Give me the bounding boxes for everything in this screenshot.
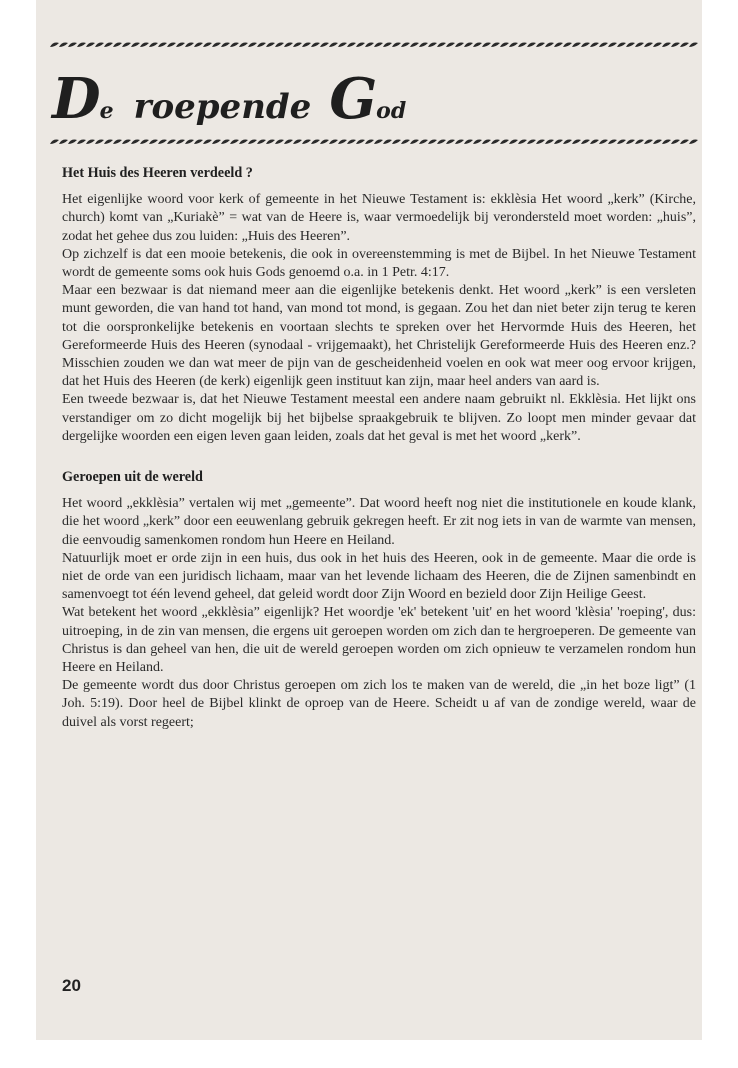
title-word: roepende: [133, 87, 312, 127]
article-body: [62, 164, 696, 732]
page-number: 20: [62, 976, 81, 995]
paragraph: Natuurlijk moet er orde zijn in een huis, dus ook in het huis des Heeren, ook in de gemeente. Maar die orde is niet de orde van een juridisch lichaam, maar van het levende lichaam des Heeren, die de Zijnen samenbindt en samenvoegt tot één levend geheel, dat geleid wordt door Zijn Woord en bezield door Zijn Heilige Geest.: [62, 550, 696, 603]
article-title: [52, 66, 406, 130]
title-part: e: [99, 98, 114, 124]
paragraph: Een tweede bezwaar is, dat het Nieuwe Testament meestal een andere naam gebruikt nl. Ekklèsia. Het lijkt ons verstandiger om zo dicht mogelijk bij het bijbelse spraakgebruik te blijven. Zo loopt men minder gevaar dat dergelijke woorden een eigen leven gaan leiden, zoals dat het geval is met het woord „kerk”.: [62, 392, 696, 444]
section-heading: Het Huis des Heeren verdeeld ?: [62, 165, 253, 181]
paragraph: Het eigenlijke woord voor kerk of gemeente in het Nieuwe Testament is: ekklèsia Het woord „kerk” (Kirche, church) komt van „Kuriakè” = wat van de Heere is, waar vermoedelijk bij verondersteld moet worden: „huis”, zodat het gehee dus zou luiden: „Huis des Heeren”.: [62, 192, 696, 244]
section-heading: Geroepen uit de wereld: [62, 469, 203, 486]
paragraph: De gemeente wordt dus door Christus geroepen om zich los te maken van de wereld, die „in het boze ligt” (1 Joh. 5:19). Door heel de Bijbel klinkt de oproep van de Heere. Scheidt u af van de zondige wereld, waar de duivel als vorst regeert;: [62, 678, 696, 730]
rope-divider-bottom: [50, 137, 698, 147]
title-initial: D: [52, 66, 100, 132]
paragraph: Het woord „ekklèsia” vertalen wij met „gemeente”. Dat woord heeft nog niet die institutionele en koude klank, die het woord „kerk” door een eeuwenlang gebruik gekregen heeft. Er zit nog iets in van de warmte van mensen, die eenvoudig samenkomen rondom hun Heere en Heiland.: [62, 496, 696, 548]
title-part-2: od: [376, 98, 407, 124]
rope-divider-top: [50, 40, 698, 50]
paragraph: Maar een bezwaar is dat niemand meer aan die eigenlijke betekenis denkt. Het woord „kerk” is een versleten munt geworden, die van hand tot hand, van mond tot mond, is gegaan. Zou het dan niet beter zijn terug te keren tot die oorspronkelijke betekenis en voortaan slechts te spreken over het Hervormde Huis des Heeren, het Gereformeerde Huis des Heeren (synodaal - vrijgemaakt), het Christelijk Gereformeerde Huis des Heeren enz.? Misschien zouden we dan wat meer de pijn van de gescheidenheid voelen en ook wat meer oog ervoor krijgen, dat het Huis des Heeren (de kerk) eigenlijk geen instituut kan zijn, maar heel anders van aard is.: [62, 283, 696, 390]
paragraph: Op zichzelf is dat een mooie betekenis, die ook in overeenstemming is met de Bijbel. In het Nieuwe Testament wordt de gemeente soms ook huis Gods genoemd o.a. in 1 Petr. 4:17.: [62, 246, 696, 281]
page-margin: [702, 0, 738, 1068]
title-initial-2: G: [329, 66, 377, 132]
paragraph: Wat betekent het woord „ekklèsia” eigenlijk? Het woordje 'ek' betekent 'uit' en het woord 'klèsia' 'roeping', dus: uitroeping, in de zin van mensen, die ergens uit geroepen worden om zich dan te hergroeperen. De gemeente van Christus is dan geheel van hen, die uit de wereld geroepen worden om zich opnieuw te verzamelen rondom hun Heere en Heiland.: [62, 605, 696, 676]
